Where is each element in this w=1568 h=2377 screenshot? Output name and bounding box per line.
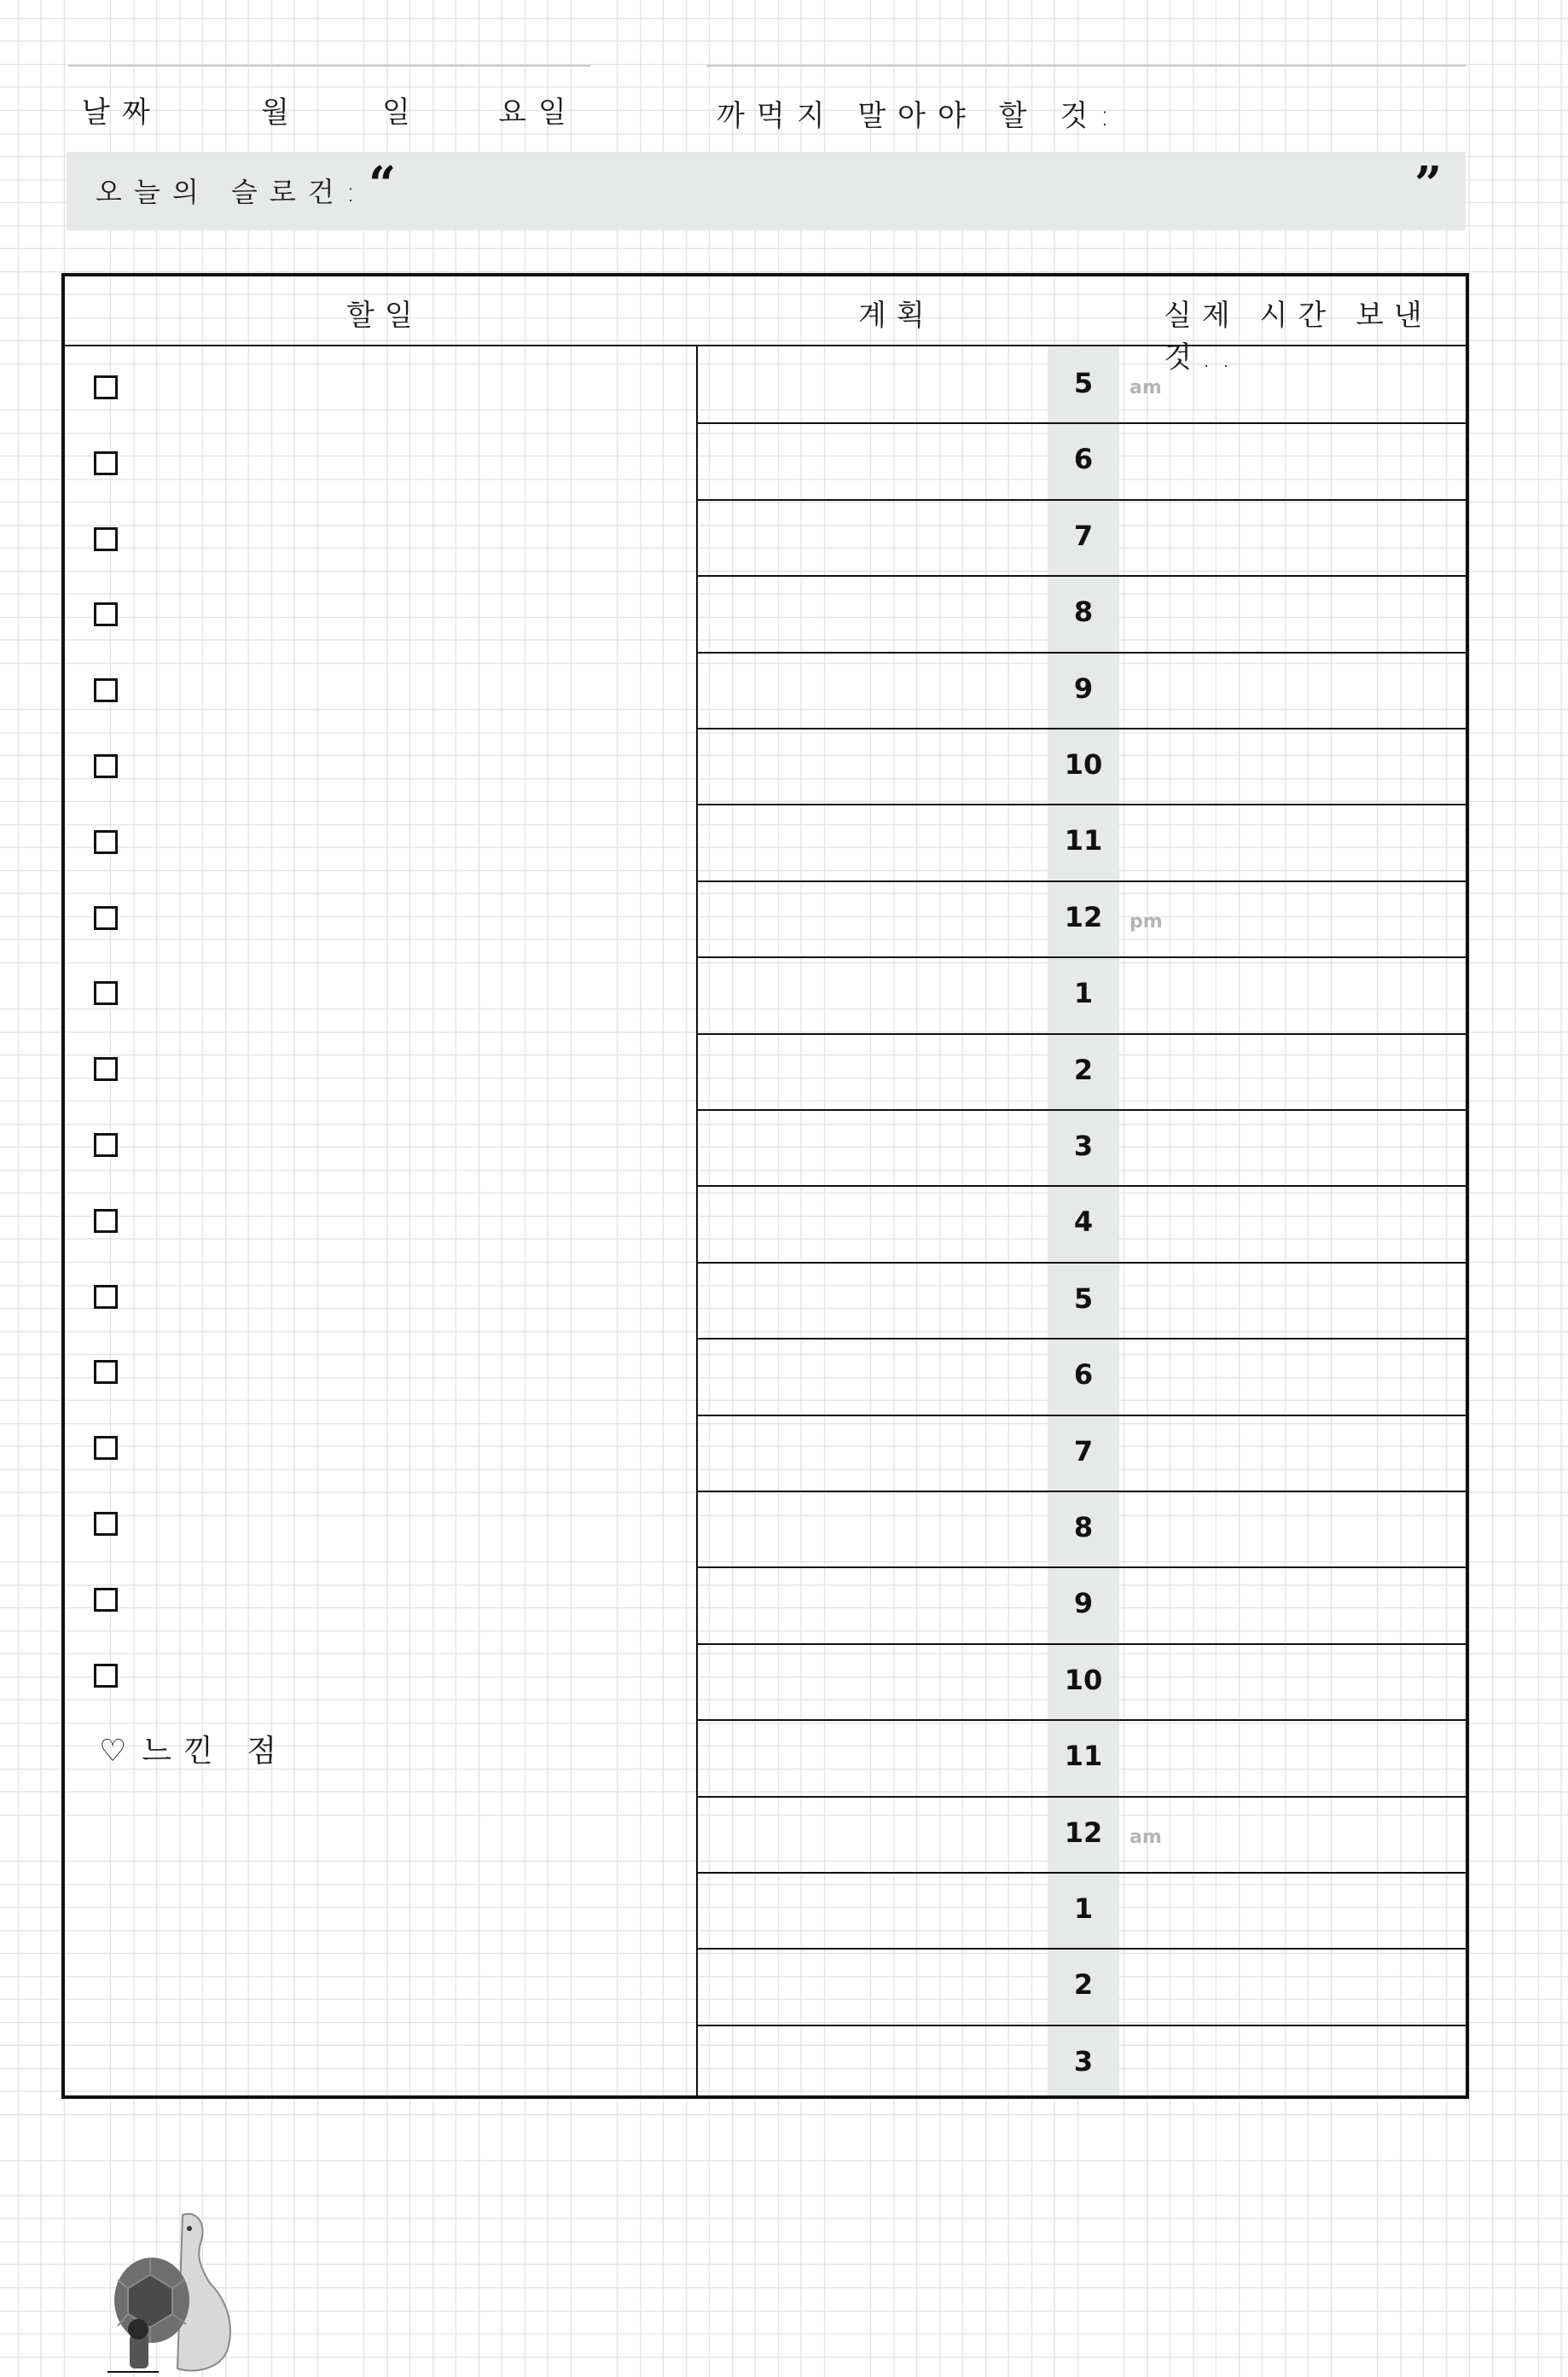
hour-row-divider (698, 1719, 1466, 1721)
todo-checkbox[interactable] (94, 1664, 118, 1688)
hour-label: 10 (1064, 1663, 1103, 1696)
slogan-bar[interactable] (67, 152, 1466, 230)
todo-checkbox[interactable] (94, 754, 118, 778)
reflection-label: 느낀 점 (142, 1734, 289, 1769)
hour-label: 7 (1073, 519, 1094, 552)
dont-forget-label: 까먹지 말아야 할 것: (717, 99, 1122, 133)
hour-row-divider (698, 728, 1466, 729)
column-divider (696, 346, 698, 2095)
hour-row-divider (698, 1566, 1466, 1568)
hour-row-divider (698, 422, 1466, 424)
close-quote: ” (1414, 156, 1443, 212)
hour-label: 4 (1073, 1206, 1094, 1239)
todo-checkbox[interactable] (94, 527, 118, 551)
hour-row-divider (698, 1491, 1466, 1492)
hour-row-divider (698, 1185, 1466, 1187)
day-label: 일 (382, 96, 422, 130)
hour-row-divider (698, 1643, 1466, 1645)
month-label: 월 (261, 96, 301, 130)
todo-checkbox[interactable] (94, 1360, 118, 1384)
period-marker: am (1130, 1826, 1162, 1848)
hour-label: 1 (1073, 977, 1094, 1010)
todo-checkbox[interactable] (94, 602, 118, 626)
hour-row-divider (698, 1338, 1466, 1340)
hour-row-divider (698, 1415, 1466, 1416)
todo-checkbox[interactable] (94, 830, 118, 854)
hour-row-divider (698, 880, 1466, 882)
todo-checkbox[interactable] (94, 981, 118, 1005)
hour-label: 3 (1073, 1130, 1094, 1162)
hour-row-divider (698, 575, 1466, 577)
todo-checkbox[interactable] (94, 1209, 118, 1233)
weekday-label: 요일 (498, 96, 578, 130)
hour-row-divider (698, 1109, 1466, 1111)
todo-checkbox[interactable] (94, 1285, 118, 1309)
todo-checkbox[interactable] (94, 1512, 118, 1536)
hour-label: 9 (1073, 1587, 1094, 1620)
hour-label: 8 (1073, 1511, 1094, 1543)
hour-label: 7 (1073, 1434, 1094, 1467)
hour-label: 5 (1073, 1281, 1094, 1315)
slogan-label: 오늘의 슬로건: (96, 176, 368, 208)
hour-row-divider (698, 1033, 1466, 1035)
hour-label: 6 (1073, 1358, 1094, 1392)
hour-label: 1 (1073, 1892, 1094, 1925)
hour-row-divider (698, 1872, 1466, 1874)
hour-label: 9 (1073, 671, 1094, 705)
hour-label: 8 (1073, 596, 1094, 629)
hour-label: 5 (1073, 367, 1094, 399)
todo-checkbox[interactable] (94, 1057, 118, 1081)
hour-label: 10 (1064, 748, 1103, 781)
actual-header: 실제 시간 보낸것.. (1164, 299, 1432, 375)
todo-checkbox[interactable] (94, 1133, 118, 1157)
plan-header: 계획 (858, 299, 935, 333)
heart-outline-icon: ♡ (99, 1734, 127, 1769)
hour-label: 2 (1073, 1053, 1094, 1086)
todo-checkbox[interactable] (94, 375, 118, 399)
todo-checkbox[interactable] (94, 451, 118, 475)
top-rule-left (68, 65, 590, 67)
hour-label: 12 (1064, 1816, 1103, 1849)
hour-label: 6 (1073, 443, 1094, 476)
date-label: 날짜 (82, 96, 162, 130)
todo-checkbox[interactable] (94, 1436, 118, 1460)
turtle-illustration (107, 2206, 253, 2377)
open-quote: “ (369, 156, 397, 212)
hour-row-divider (698, 1796, 1466, 1798)
hour-label: 11 (1064, 824, 1103, 857)
hour-row-divider (698, 956, 1466, 958)
reflection-section (99, 1727, 288, 1770)
hour-label: 2 (1073, 1968, 1094, 2002)
hour-row-divider (698, 1948, 1466, 1950)
period-marker: am (1130, 377, 1162, 398)
period-marker: pm (1130, 910, 1163, 933)
hour-row-divider (698, 499, 1466, 501)
hour-label: 3 (1073, 2044, 1094, 2078)
hour-row-divider (698, 1262, 1466, 1264)
todo-checkbox[interactable] (94, 1588, 118, 1612)
hour-label: 12 (1064, 900, 1103, 933)
todo-checkbox[interactable] (94, 906, 118, 930)
top-rule-right (706, 65, 1466, 67)
hour-row-divider (698, 2025, 1466, 2026)
planner-table (61, 273, 1469, 2099)
hour-row-divider (698, 804, 1466, 805)
hour-row-divider (698, 652, 1466, 654)
todo-header: 할일 (346, 299, 423, 333)
todo-checkbox[interactable] (94, 678, 118, 702)
hour-label: 11 (1064, 1740, 1103, 1773)
